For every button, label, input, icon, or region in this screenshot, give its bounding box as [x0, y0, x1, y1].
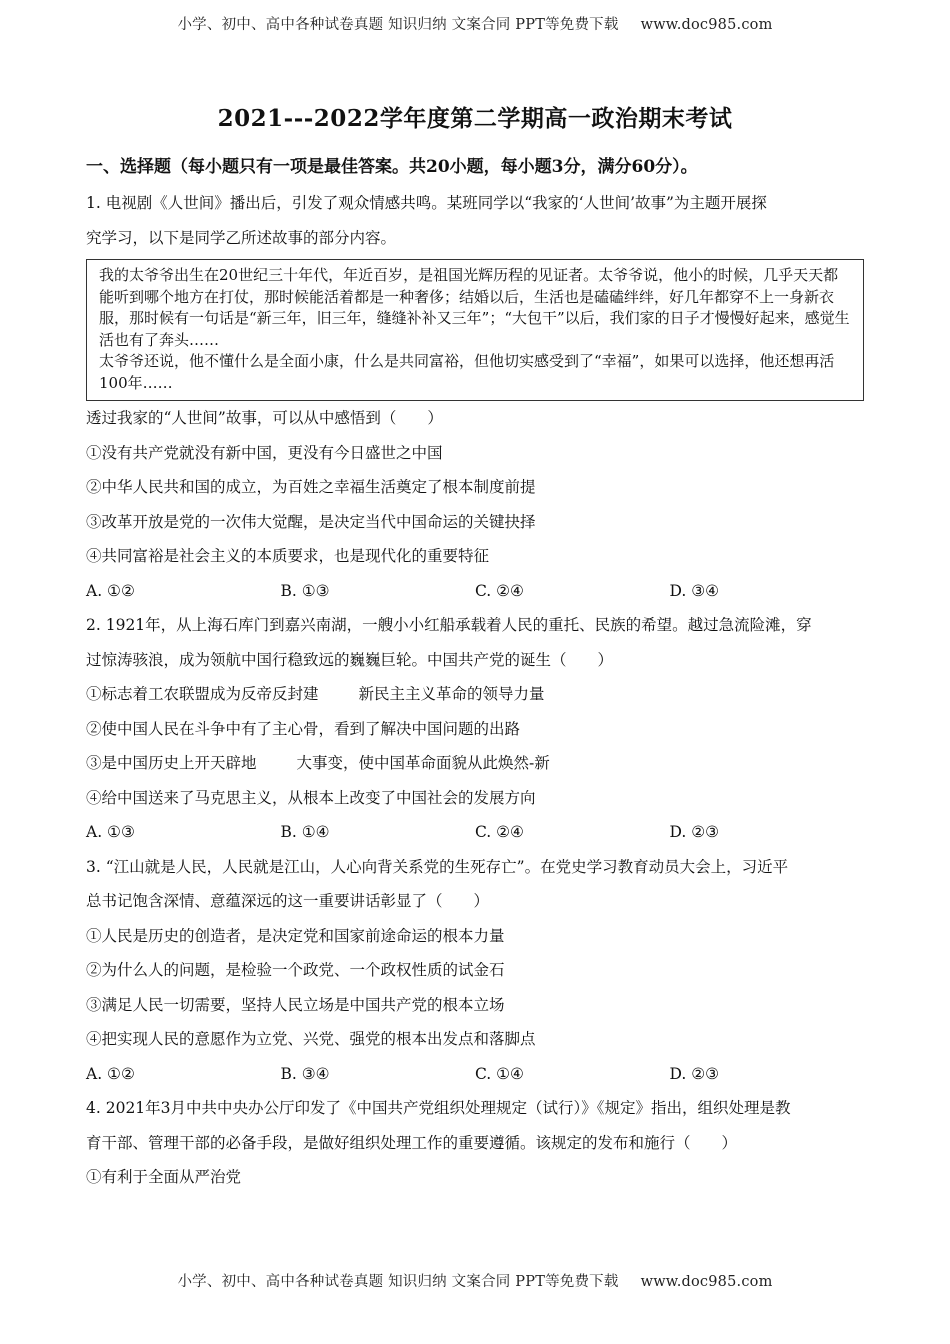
q2-option-b[interactable]: B. ①④ [280, 823, 330, 841]
q2-item-1-part-a: ①标志着工农联盟成为反帝反封建 [86, 685, 319, 703]
q2-item-3-part-a: ③是中国历史上开天辟地 [86, 754, 257, 772]
q3-item-2: ②为什么人的问题，是检验一个政党、一个政权性质的试金石 [86, 961, 505, 979]
header-url[interactable]: www.doc985.com [640, 17, 773, 33]
q3-item-1: ①人民是历史的创造者，是决定党和国家前途命运的根本力量 [86, 926, 505, 945]
q1-item-1: ①没有共产党就没有新中国，更没有今日盛世之中国 [86, 443, 443, 462]
q3-option-d[interactable]: D. ②③ [669, 1064, 720, 1083]
q1-quote-box [86, 259, 864, 401]
header-text: 小学、初中、高中各种试卷真题 知识归纳 文案合同 PPT等免费下载 [177, 17, 619, 33]
q1-stem-line1: 1. 电视剧《人世间》播出后，引发了观众情感共鸣。某班同学以“我家的‘人世间’故事”为主题开展探 [86, 194, 767, 212]
q2-option-d[interactable]: D. ②③ [669, 823, 720, 841]
q1-quote-paragraph-1: 我的太爷爷出生在20世纪三十年代，年近百岁，是祖国光辉历程的见证者。太爷爷说，他小的时候，几乎天天都能听到哪个地方在打仗，那时候能活着都是一种奢侈；结婚以后，生活也是磕磕绊绊，好几年都穿不上一身新衣服，那时候有一句话是“新三年，旧三年，缝缝补补又三年”；“大包干”以后，我们家的日子才慢慢好起来，感觉生活也有了奔头…… [99, 266, 850, 349]
q2-item-3 [86, 746, 864, 781]
q2-stem-line2: 过惊涛骇浪，成为领航中国行稳致远的巍巍巨轮。中国共产党的诞生（ ） [86, 650, 614, 669]
question-4 [86, 1091, 864, 1195]
q4-stem-line2: 育干部、管理干部的必备手段，是做好组织处理工作的重要遵循。该规定的发布和施行（ ） [86, 1133, 738, 1152]
q1-option-b[interactable]: B. ①③ [280, 581, 330, 600]
question-content [86, 186, 864, 1195]
q3-options [86, 1057, 864, 1092]
q1-option-d[interactable]: D. ③④ [669, 581, 720, 600]
page-header [0, 13, 950, 34]
q2-item-1-part-b: 新民主主义革命的领导力量 [358, 685, 545, 703]
question-3 [86, 850, 864, 1092]
q4-stem-line1: 4. 2021年3月中共中央办公厅印发了《中国共产党组织处理规定（试行）》《规定》指出，组织处理是教 [86, 1099, 791, 1117]
q3-option-a[interactable]: A. ①② [86, 1064, 135, 1083]
exam-title: 2021---2022学年度第二学期高一政治期末考试 [217, 105, 733, 132]
q2-options [86, 815, 864, 850]
q3-option-b[interactable]: B. ③④ [280, 1064, 330, 1083]
q1-options [86, 574, 864, 609]
q1-stem-line2: 究学习，以下是同学乙所述故事的部分内容。 [86, 228, 397, 247]
section-heading: 一、选择题（每小题只有一项是最佳答案。共20小题，每小题3分，满分60分）。 [86, 157, 698, 177]
q1-item-2: ②中华人民共和国的成立，为百姓之幸福生活奠定了根本制度前提 [86, 478, 536, 496]
q3-option-c[interactable]: C. ①④ [475, 1064, 524, 1083]
q2-option-a[interactable]: A. ①③ [86, 823, 135, 841]
q3-item-4: ④把实现人民的意愿作为立党、兴党、强党的根本出发点和落脚点 [86, 1030, 536, 1048]
q2-stem-line1: 2. 1921年，从上海石库门到嘉兴南湖，一艘小小红船承载着人民的重托、民族的希望。越过急流险滩，穿 [86, 616, 812, 634]
q4-item-1: ①有利于全面从严治党 [86, 1168, 242, 1186]
q2-item-4: ④给中国送来了马克思主义，从根本上改变了中国社会的发展方向 [86, 788, 536, 807]
q3-stem-line2: 总书记饱含深情、意蕴深远的这一重要讲话彰显了（ ） [86, 892, 490, 910]
q3-stem-line1: 3. “江山就是人民，人民就是江山，人心向背关系党的生死存亡”。在党史学习教育动员大会上，习近平 [86, 857, 789, 876]
page-footer [0, 1270, 950, 1291]
question-2 [86, 608, 864, 850]
q1-question: 透过我家的“人世间”故事，可以从中感悟到（ ） [86, 409, 443, 427]
footer-text: 小学、初中、高中各种试卷真题 知识归纳 文案合同 PPT等免费下载 [177, 1274, 619, 1290]
q1-item-3: ③改革开放是党的一次伟大觉醒，是决定当代中国命运的关键抉择 [86, 512, 536, 531]
q1-option-c[interactable]: C. ②④ [475, 581, 524, 600]
q2-item-2: ②使中国人民在斗争中有了主心骨，看到了解决中国问题的出路 [86, 719, 521, 738]
q1-item-4: ④共同富裕是社会主义的本质要求，也是现代化的重要特征 [86, 547, 490, 565]
question-1 [86, 186, 864, 608]
q1-option-a[interactable]: A. ①② [86, 581, 135, 600]
q3-item-3: ③满足人民一切需要，坚持人民立场是中国共产党的根本立场 [86, 995, 505, 1014]
q2-option-c[interactable]: C. ②④ [475, 823, 524, 841]
footer-url[interactable]: www.doc985.com [640, 1274, 773, 1290]
q2-item-1 [86, 677, 864, 712]
q2-item-3-part-b: 大事变，使中国革命面貌从此焕然-新 [296, 754, 550, 772]
q1-quote-paragraph-2: 太爷爷还说，他不懂什么是全面小康，什么是共同富裕，但他切实感受到了“幸福”，如果可以选择，他还想再活100年…… [99, 352, 835, 392]
